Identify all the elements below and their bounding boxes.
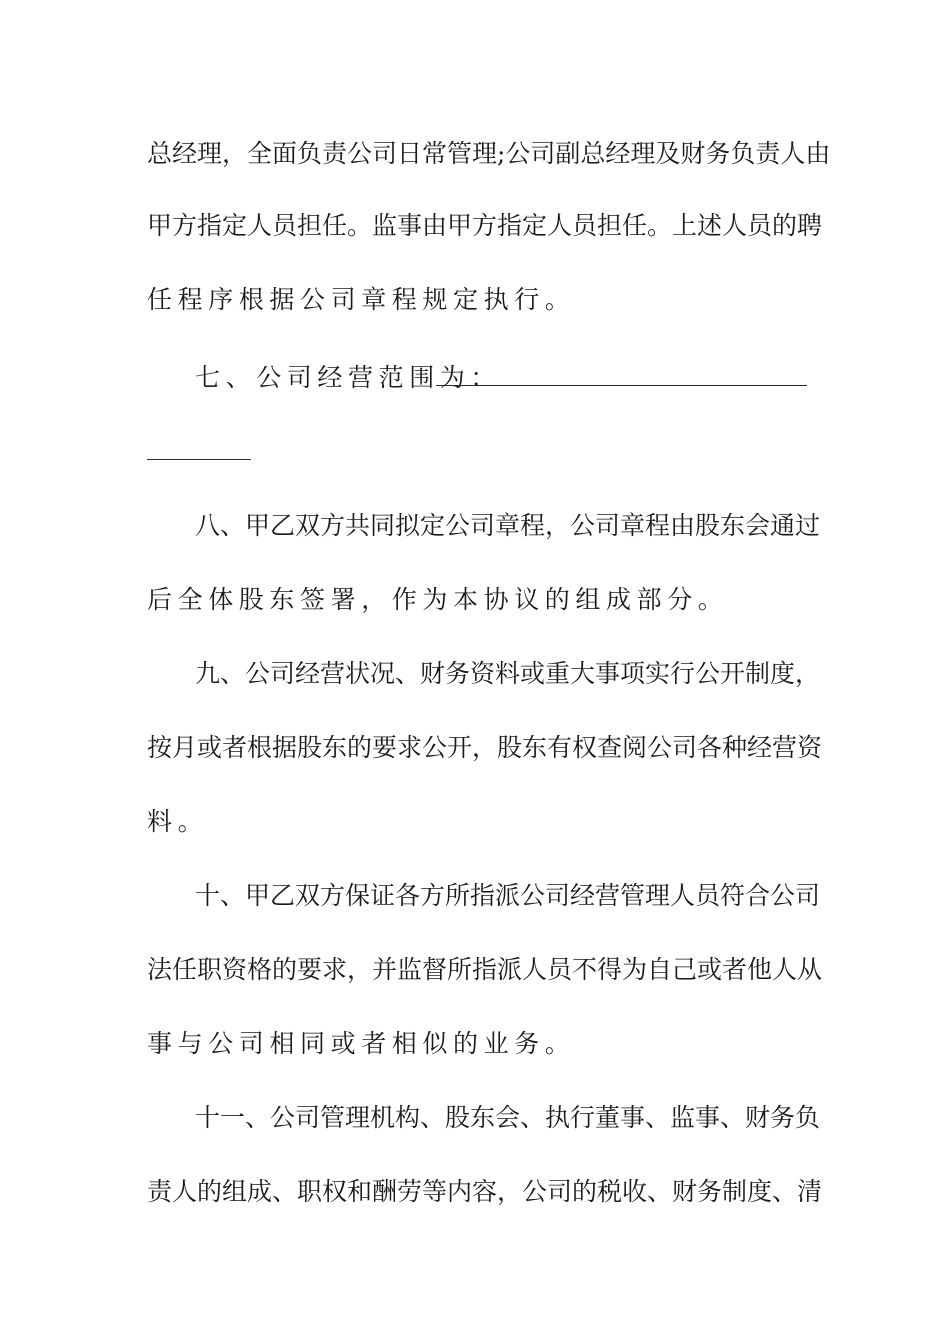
paragraph-line: 十、甲乙双方保证各方所指派公司经营管理人员符合公司 (195, 881, 821, 910)
paragraph-line: 事与公司相同或者相似的业务。 (147, 1029, 576, 1058)
paragraph-line: 责人的组成、职权和酬劳等内容，公司的税收、财务制度、清 (147, 1177, 823, 1206)
paragraph-line: 任程序根据公司章程规定执行。 (147, 285, 576, 314)
paragraph-line: 后全体股东签署，作为本协议的组成部分。 (147, 585, 729, 614)
paragraph-line: 总经理，全面负责公司日常管理;公司副总经理及财务负责人由 (147, 139, 831, 168)
paragraph-line: 九、公司经营状况、财务资料或重大事项实行公开制度， (195, 659, 821, 688)
fill-in-blank-continued (147, 459, 251, 460)
paragraph-line: 法任职资格的要求，并监督所指派人员不得为自己或者他人从 (147, 955, 823, 984)
paragraph-line: 按月或者根据股东的要求公开，股东有权查阅公司各种经营资 (147, 733, 823, 762)
fill-in-blank (436, 385, 807, 386)
section-heading: 七、公司经营范围为： (195, 363, 502, 392)
paragraph-line: 料。 (147, 807, 209, 836)
paragraph-line: 十一、公司管理机构、股东会、执行董事、监事、财务负 (195, 1103, 821, 1132)
paragraph-line: 八、甲乙双方共同拟定公司章程，公司章程由股东会通过 (195, 511, 821, 540)
paragraph-line: 甲方指定人员担任。监事由甲方指定人员担任。上述人员的聘 (147, 211, 823, 240)
